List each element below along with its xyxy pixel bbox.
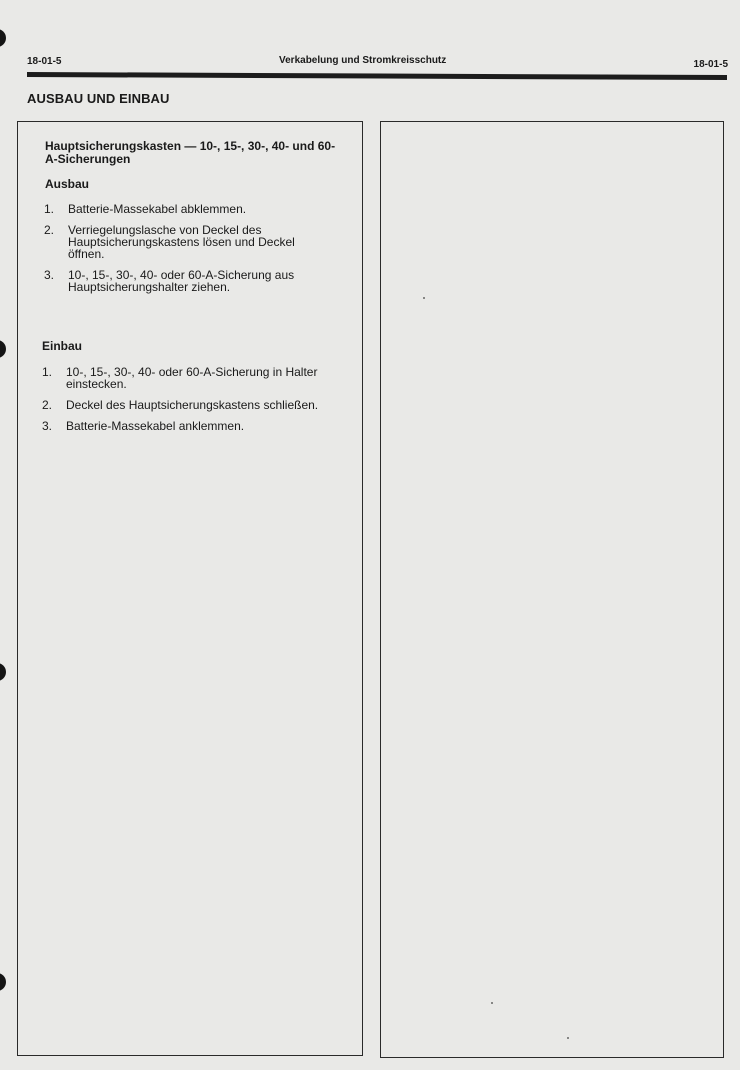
procedure-title: Hauptsicherungskasten — 10-, 15-, 30-, 40- und 60-A-Sicherungen: [45, 139, 336, 166]
scan-speck: [491, 1002, 493, 1004]
list-item: [42, 420, 332, 432]
step-number: 1.: [44, 202, 55, 216]
list-item: [42, 366, 332, 390]
step-number: 3.: [42, 419, 53, 433]
binder-punch-hole: [0, 340, 6, 358]
page-header: [27, 53, 728, 73]
header-rule: [27, 72, 727, 80]
step-text: 10-, 15-, 30-, 40- oder 60-A-Sicherung aus Hauptsicherungshalter ziehen.: [68, 268, 295, 294]
running-header-title: Verkabelung und Stromkreisschutz: [279, 55, 447, 66]
binder-punch-hole: [0, 663, 6, 681]
removal-steps: [44, 203, 334, 302]
installation-heading: Einbau: [42, 339, 83, 353]
removal-heading: Ausbau: [45, 177, 90, 191]
binder-punch-hole: [0, 973, 6, 991]
step-text: Deckel des Hauptsicherungskastens schließen.: [66, 398, 319, 412]
page-number-right: 18-01-5: [693, 59, 728, 70]
step-text: Verriegelungslasche von Deckel des Hauptsicherungskastens lösen und Deckel öffnen.: [68, 223, 295, 261]
list-item: [44, 269, 334, 293]
list-item: [42, 399, 332, 411]
step-number: 3.: [44, 268, 55, 282]
step-number: 2.: [44, 223, 55, 237]
right-column: [380, 121, 724, 1058]
binder-punch-hole: [0, 29, 6, 47]
section-title: AUSBAU UND EINBAU: [27, 91, 170, 106]
left-column: [17, 121, 363, 1056]
step-number: 1.: [42, 365, 53, 379]
scan-speck: [423, 297, 425, 299]
step-number: 2.: [42, 398, 53, 412]
step-text: 10-, 15-, 30-, 40- oder 60-A-Sicherung in Halter einstecken.: [66, 365, 318, 391]
installation-steps: [42, 366, 332, 441]
page-number-left: 18-01-5: [27, 56, 62, 67]
list-item: [44, 203, 334, 215]
scan-speck: [567, 1037, 569, 1039]
step-text: Batterie-Massekabel abklemmen.: [68, 202, 247, 216]
step-text: Batterie-Massekabel anklemmen.: [66, 419, 245, 433]
list-item: [44, 224, 334, 260]
